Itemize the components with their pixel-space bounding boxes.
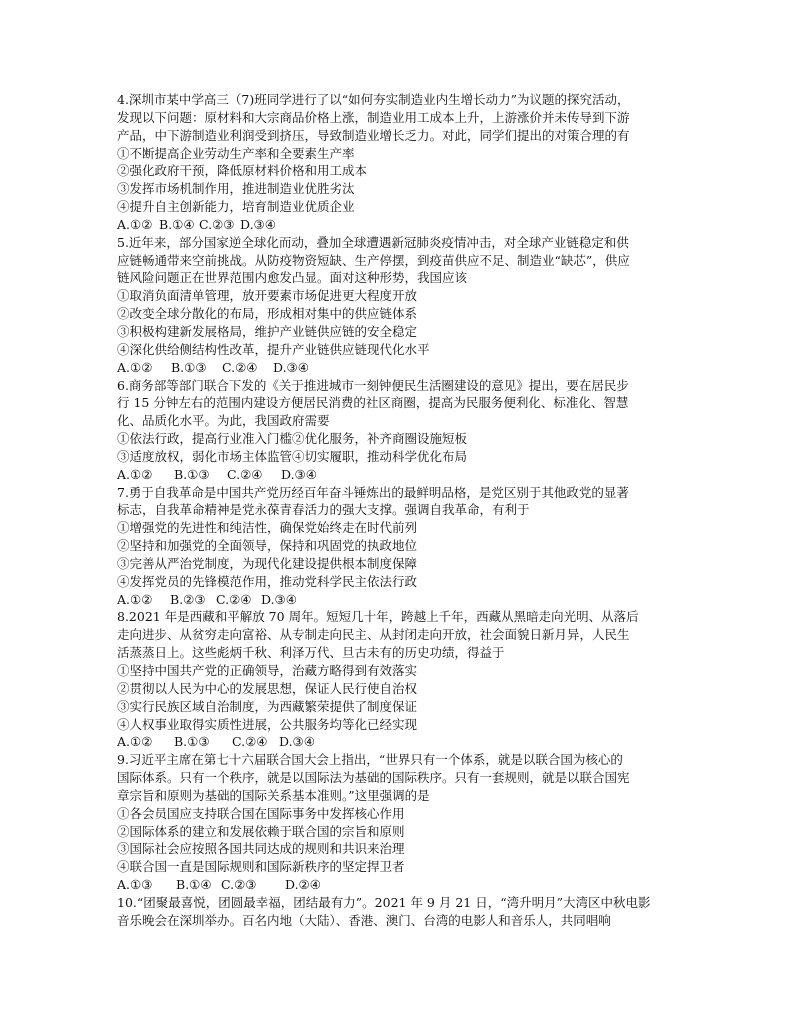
question-text-line: 活蒸蒸日上。这些彪炳千秋、利泽万代、旦古未有的历史功绩，得益于 — [117, 645, 505, 661]
option-b: B.①③ — [174, 466, 210, 482]
statement-3: ③国际社会应按照各国共同达成的规则和共识来治理 — [117, 841, 405, 857]
question-text-line: 行 15 分钟左右的范围内建设方便居民消费的社区商圈，提高为民服务便利化、标准化、智慧 — [117, 395, 629, 411]
statement-1: ①增强党的先进性和纯洁性，确保党始终走在时代前列 — [117, 520, 418, 536]
question-text-line: 章宗旨和原则为基础的国际关系基本准则。”这里强调的是 — [117, 787, 430, 803]
question-text-line: 4.深圳市某中学高三（7)班同学进行了以“如何夯实制造业内生增长动力”为议题的探究活动， — [117, 92, 630, 107]
exam-page — [117, 91, 679, 930]
statement-2: ②坚持和加强党的全面领导，保持和巩固党的执政地位 — [117, 538, 418, 554]
statement-3: ③积极构建新发展格局，维护产业链供应链的安全稳定 — [117, 323, 418, 339]
question-5 — [117, 234, 679, 377]
answer-options — [117, 591, 679, 609]
question-7 — [117, 484, 679, 609]
option-c: C.②③ — [199, 216, 235, 232]
option-b: B.①③ — [174, 734, 210, 750]
option-a: A.①② — [117, 591, 153, 607]
option-b: B.①④ — [159, 216, 195, 232]
option-c: C.②③ — [221, 877, 257, 893]
question-text-line: 标志，自我革命精神是党永葆青春活力的强大支撑。强调自我革命，有利于 — [117, 502, 530, 518]
option-c: C.②④ — [216, 591, 252, 607]
statement-1: ①取消负面清单管理，放开要素市场促进更大程度开放 — [117, 288, 418, 304]
statement-2: ②国际体系的建立和发展依赖于联合国的宗旨和原则 — [117, 823, 405, 839]
option-d: D.③④ — [273, 359, 309, 375]
option-d: D.③④ — [279, 734, 315, 750]
statement-2: ②贯彻以人民为中心的发展思想，保证人民行使自治权 — [117, 680, 418, 696]
answer-options — [117, 466, 679, 484]
answer-options — [117, 733, 679, 751]
question-text-line: 应链畅通带来空前挑战。从防疫物资短缺、生产停摆，到疫苗供应不足、制造业“缺芯”，供应 — [117, 252, 630, 268]
option-a: A.①③ — [117, 877, 153, 893]
option-b: B.①④ — [176, 877, 212, 893]
option-d: D.③④ — [261, 591, 297, 607]
option-c: C.②④ — [227, 466, 263, 482]
question-text-line: 产品，中下游制造业利润受到挤压，导致制造业增长乏力。对此，同学们提出的对策合理的有 — [117, 127, 630, 143]
option-b: B.①③ — [171, 359, 207, 375]
option-c: C.②④ — [222, 359, 258, 375]
statement-3: ③发挥市场机制作用，推进制造业优胜劣汰 — [117, 181, 355, 197]
statement-4: ④人权事业取得实质性进展，公共服务均等化已经实现 — [117, 716, 418, 732]
option-a: A.①② — [117, 734, 153, 750]
statement-2: ②强化政府干预，降低原材料价格和用工成本 — [117, 163, 368, 179]
option-b: B.②③ — [170, 591, 206, 607]
statement-4: ④联合国一直是国际规则和国际新秩序的坚定捍卫者 — [117, 859, 405, 875]
question-6 — [117, 377, 679, 484]
question-text-line: 国际体系。只有一个秩序，就是以国际法为基础的国际秩序。只有一套规则，就是以联合国宪 — [117, 770, 630, 786]
question-text-line: 6.商务部等部门联合下发的《关于推进城市一刻钟便民生活圈建设的意见》提出，要在居民步 — [117, 377, 629, 393]
option-a: A.①② — [117, 466, 153, 482]
option-d: D.②④ — [285, 877, 321, 893]
option-a: A.①② — [117, 216, 153, 232]
statement-3: ③完善从严治党制度，为现代化建设提供根本制度保障 — [117, 555, 418, 571]
question-text-line: 化、品质化水平。为此，我国政府需要 — [117, 413, 330, 429]
statement-1-2: ①依法行政，提高行业准入门槛②优化服务，补齐商圈设施短板 — [117, 431, 468, 447]
question-text-line: 链风险问题正在世界范围内愈发凸显。面对这种形势，我国应该 — [117, 270, 468, 286]
statement-4: ④深化供给侧结构性改革，提升产业链供应链现代化水平 — [117, 341, 430, 357]
statement-1: ①坚持中国共产党的正确领导，治藏方略得到有效落实 — [117, 663, 418, 678]
statement-3-4: ③适度放权，弱化市场主体监管④切实履职，推动科学优化布局 — [117, 448, 468, 464]
statement-4: ④提升自主创新能力，培育制造业优质企业 — [117, 199, 355, 215]
question-text-line: 8.2021 年是西藏和平解放 70 周年。短短几十年，跨越上千年，西藏从黑暗走向光明、从落后 — [117, 609, 639, 625]
statement-4: ④发挥党员的先锋模范作用，推动党科学民主依法行政 — [117, 573, 418, 589]
option-c: C.②④ — [232, 734, 268, 750]
statement-1: ①各会员国应支持联合国在国际事务中发挥核心作用 — [117, 805, 405, 821]
question-10 — [117, 894, 679, 930]
option-a: A.①② — [117, 359, 153, 375]
question-text-line: 音乐晚会在深圳举办。百名内地（大陆）、香港、澳门、台湾的电影人和音乐人，共同唱响 — [117, 912, 611, 928]
question-4 — [117, 91, 679, 234]
answer-options — [117, 359, 679, 377]
statement-3: ③实行民族区域自治制度，为西藏繁荣提供了制度保证 — [117, 698, 418, 714]
question-9 — [117, 751, 679, 894]
statement-1: ①不断提高企业劳动生产率和全要素生产率 — [117, 145, 355, 161]
statement-2: ②改变全球分散化的布局，形成相对集中的供应链体系 — [117, 306, 418, 322]
question-text-line: 走向进步、从贫穷走向富裕、从专制走向民主、从封闭走向开放，社会面貌日新月异，人民生 — [117, 627, 630, 643]
question-text-line: 7.勇于自我革命是中国共产党历经百年奋斗锤炼出的最鲜明品格，是党区别于其他政党的显著 — [117, 484, 629, 500]
option-d: D.③④ — [240, 216, 276, 232]
option-d: D.③④ — [281, 466, 317, 482]
question-text-line: 10.“团聚最喜悦，团圆最幸福，团结最有力”。2021 年 9 月 21 日，“湾升明月”大湾区中秋电影 — [117, 894, 651, 910]
question-text-line: 发现以下问题：原材料和大宗商品价格上涨，制造业用工成本上升，上游涨价并未传导到下游 — [117, 109, 630, 125]
question-text-line: 5.近年来，部分国家逆全球化而动，叠加全球遭遇新冠肺炎疫情冲击，对全球产业链稳定和供 — [117, 234, 629, 250]
question-text-line: 9.习近平主席在第七十六届联合国大会上指出，“世界只有一个体系，就是以联合国为核心的 — [117, 752, 623, 768]
answer-options — [117, 876, 679, 894]
answer-options — [117, 216, 679, 234]
question-8 — [117, 608, 679, 751]
